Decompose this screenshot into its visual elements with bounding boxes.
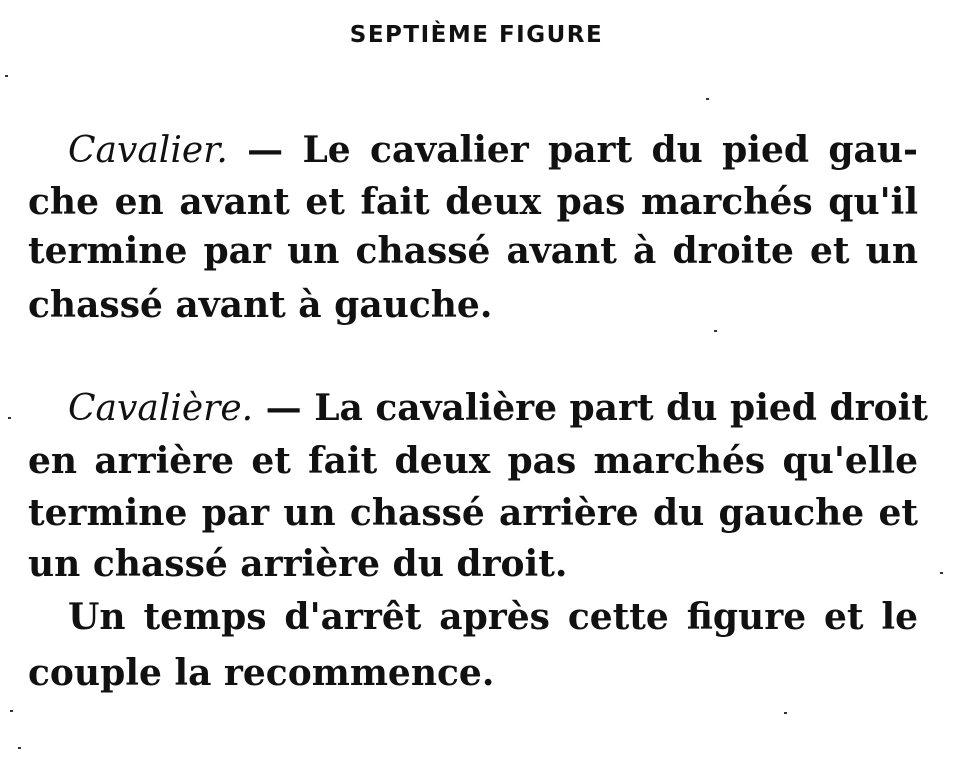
paragraph-cavaliere-line-1	[68, 386, 928, 431]
scan-speck	[18, 747, 21, 749]
paragraph-cavalier-line-3: termine par un chassé avant à droite et un	[28, 230, 918, 272]
scan-speck	[784, 712, 787, 714]
paragraph-pause-line-1: Un temps d'arrêt après cette figure et le	[68, 596, 918, 638]
paragraph-cavaliere-line-4: un chassé arrière du droit.	[28, 543, 568, 585]
scan-speck	[5, 75, 8, 77]
speaker-cavalier: Cavalier.	[68, 130, 228, 171]
scan-speck	[8, 417, 11, 419]
scan-speck	[10, 710, 13, 712]
paragraph-text: — La cavalière part du pied droit	[265, 387, 928, 429]
paragraph-cavaliere-line-2: en arrière et fait deux pas marchés qu'elle	[28, 440, 918, 482]
page-heading: SEPTIÈME FIGURE	[349, 22, 604, 48]
paragraph-cavalier-line-1	[68, 128, 918, 173]
scan-speck	[940, 572, 943, 574]
paragraph-pause-line-2: couple la recommence.	[28, 652, 495, 694]
paragraph-text: — Le cavalier part du pied gau-	[247, 129, 918, 171]
paragraph-cavaliere-line-3: termine par un chassé arrière du gauche et	[28, 492, 918, 534]
paragraph-cavalier-line-4: chassé avant à gauche.	[28, 284, 493, 326]
scan-speck	[706, 98, 709, 100]
scan-speck	[714, 330, 717, 332]
paragraph-cavalier-line-2: che en avant et fait deux pas marchés qu'il	[28, 181, 918, 223]
speaker-cavaliere: Cavalière.	[68, 388, 254, 429]
